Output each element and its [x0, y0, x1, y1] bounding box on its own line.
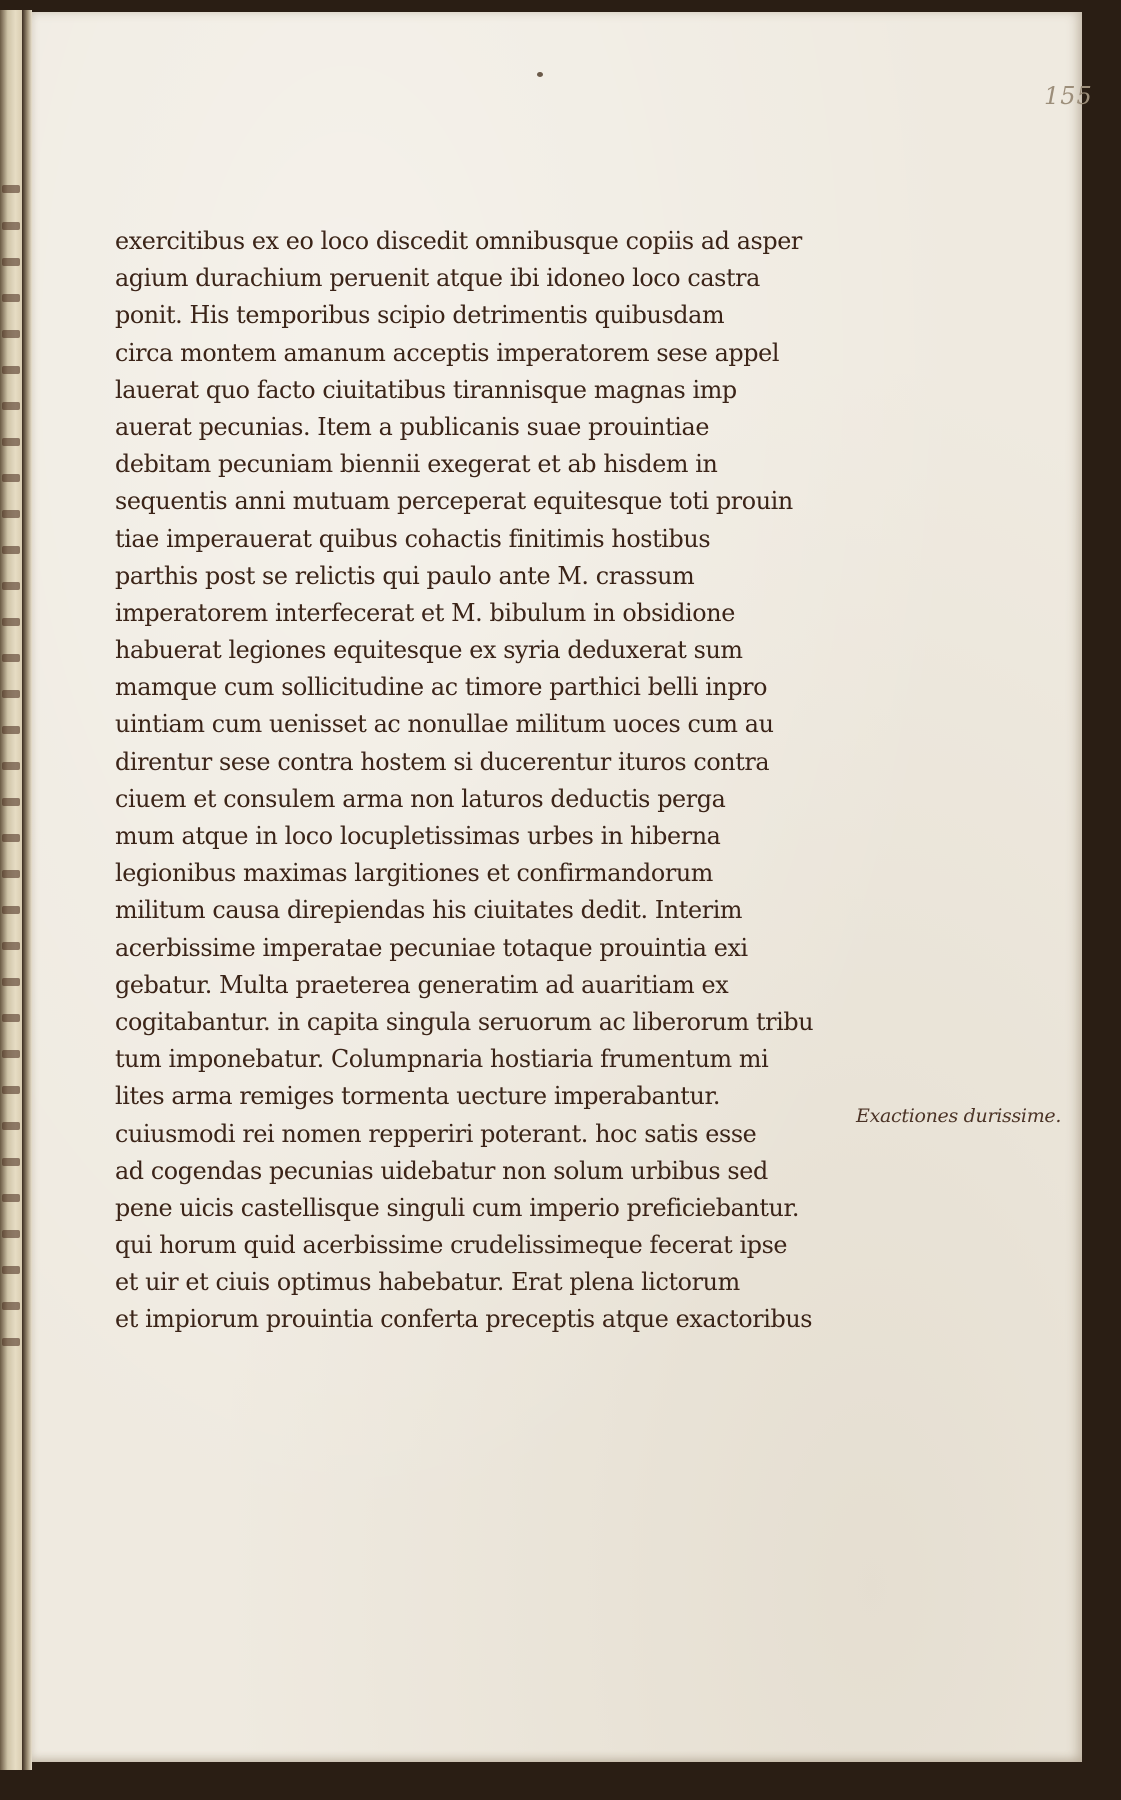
text-line: lauerat quo facto ciuitatibus tirannisque magnas imp	[115, 374, 737, 404]
text-line: lites arma remiges tormenta uecture imperabantur.	[115, 1081, 721, 1111]
text-line: gebatur. Multa praeterea generatim ad auaritiam ex	[115, 969, 729, 999]
binding-gutter	[22, 10, 32, 1770]
text-line: sequentis anni mutuam perceperat equitesque toti prouin	[115, 486, 793, 516]
text-line: mamque cum sollicitudine ac timore parthici belli inpro	[115, 672, 768, 702]
text-line: circa montem amanum acceptis imperatorem sese appel	[115, 337, 780, 367]
text-line: imperatorem interfecerat et M. bibulum in obsidione	[115, 597, 735, 627]
text-line: ad cogendas pecunias uidebatur non solum urbibus sed	[115, 1155, 768, 1185]
text-line: ponit. His temporibus scipio detrimentis quibusdam	[115, 300, 725, 330]
text-line: agium durachium peruenit atque ibi idoneo loco castra	[115, 263, 760, 293]
ink-dot	[537, 72, 543, 77]
text-line: tiae imperauerat quibus cohactis finitimis hostibus	[115, 523, 711, 553]
text-line: direntur sese contra hostem si ducerentur ituros contra	[115, 746, 770, 776]
manuscript-page	[32, 12, 1093, 1762]
text-line: uintiam cum uenisset ac nonullae militum uoces cum au	[115, 709, 774, 739]
text-line: exercitibus ex eo loco discedit omnibusque copiis ad asper	[115, 226, 802, 255]
text-line: pene uicis castellisque singuli cum imperio preficiebantur.	[115, 1192, 800, 1222]
text-line: qui horum quid acerbissime crudelissimeque fecerat ipse	[115, 1230, 788, 1260]
text-line: mum atque in loco locupletissimas urbes in hiberna	[115, 821, 721, 850]
margin-annotation: Exactiones durissime.	[856, 1105, 1062, 1127]
text-line: acerbissime imperatae pecuniae totaque prouintia exi	[115, 932, 748, 962]
text-line: cuiusmodi rei nomen repperiri poterant. hoc satis esse	[115, 1118, 757, 1148]
facing-page-edge	[0, 10, 22, 1770]
text-line: tum imponebatur. Columpnaria hostiaria frumentum mi	[115, 1044, 769, 1074]
text-line: habuerat legiones equitesque ex syria deduxerat sum	[115, 635, 743, 665]
text-line: auerat pecunias. Item a publicanis suae prouintiae	[115, 411, 710, 441]
text-line: legionibus maximas largitiones et confirmandorum	[115, 858, 713, 888]
text-line: et impiorum prouintia conferta preceptis atque exactoribus	[115, 1304, 813, 1334]
main-text-block	[115, 222, 835, 1338]
text-line: ciuem et consulem arma non laturos deductis perga	[115, 783, 726, 813]
text-line: cogitabantur. in capita singula seruorum ac liberorum tribu	[115, 1006, 814, 1036]
text-line: militum causa direpiendas his ciuitates dedit. Interim	[115, 895, 743, 925]
text-line: et uir et ciuis optimus habebatur. Erat plena lictorum	[115, 1267, 740, 1297]
text-line: debitam pecuniam biennii exegerat et ab hisdem in	[115, 449, 718, 479]
folio-number: 155	[1044, 82, 1093, 110]
text-line: parthis post se relictis qui paulo ante M. crassum	[115, 560, 695, 590]
